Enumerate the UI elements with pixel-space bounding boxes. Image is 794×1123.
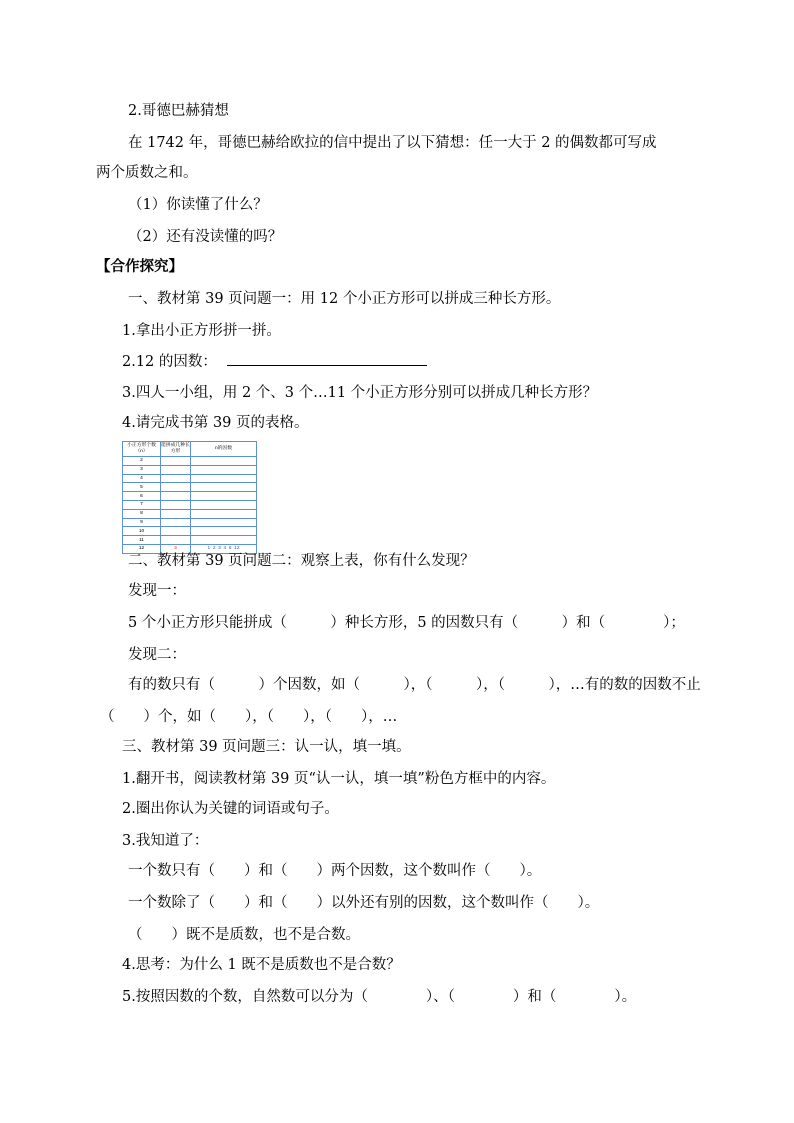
table-cell-n: 7 bbox=[123, 500, 161, 509]
fill-in-line: （ ）个，如（ ），（ ），（ ），… bbox=[100, 709, 398, 725]
table-cell-factors bbox=[191, 536, 257, 545]
step-line: 1.翻开书，阅读教材第 39 页“认一认，填一填”粉色方框中的内容。 bbox=[122, 771, 556, 787]
table-header: 能拼成几种长方形 bbox=[161, 442, 191, 457]
problem-heading: 三、教材第 39 页问题三：认一认，填一填。 bbox=[122, 739, 411, 755]
table-cell-count bbox=[161, 474, 191, 483]
fill-in-line: 一个数只有（ ）和（ ）两个因数，这个数叫作（ ）。 bbox=[128, 863, 542, 879]
fill-in-line: 5 个小正方形只能拼成（ ）种长方形，5 的因数只有（ ）和（ ）； bbox=[128, 615, 685, 631]
table-header: n的因数 bbox=[191, 442, 257, 457]
table-cell-factors bbox=[191, 457, 257, 466]
table-cell-count bbox=[161, 509, 191, 518]
table-row bbox=[123, 465, 257, 474]
table-row bbox=[123, 457, 257, 466]
table-cell-n: 10 bbox=[123, 527, 161, 536]
table-cell-n: 3 bbox=[123, 465, 161, 474]
table-cell-count bbox=[161, 492, 191, 501]
factors-label: 2.12 的因数： bbox=[122, 354, 217, 370]
table-cell-count bbox=[161, 527, 191, 536]
table-row bbox=[123, 509, 257, 518]
finding-label: 发现一： bbox=[128, 583, 186, 599]
table-cell-n: 4 bbox=[123, 474, 161, 483]
table-cell-n: 9 bbox=[123, 518, 161, 527]
step-line: 4.请完成书第 39 页的表格。 bbox=[122, 415, 309, 431]
step-line: 4.思考：为什么 1 既不是质数也不是合数？ bbox=[122, 957, 401, 973]
table-cell-count bbox=[161, 483, 191, 492]
table-header: 小正方形个数（n） bbox=[123, 442, 161, 457]
table-cell-n: 8 bbox=[123, 509, 161, 518]
question-line: （1）你读懂了什么？ bbox=[128, 197, 268, 213]
table-cell-factors bbox=[191, 500, 257, 509]
table-row bbox=[123, 500, 257, 509]
table-cell-count bbox=[161, 457, 191, 466]
paragraph-line: 在 1742 年，哥德巴赫给欧拉的信中提出了以下猜想：任一大于 2 的偶数都可写成 bbox=[128, 135, 657, 151]
table-cell-factors bbox=[191, 509, 257, 518]
step-line: 3.我知道了： bbox=[122, 833, 209, 849]
table-cell-n: 6 bbox=[123, 492, 161, 501]
problem-heading: 一、教材第 39 页问题一：用 12 个小正方形可以拼成三种长方形。 bbox=[128, 291, 561, 307]
table-cell-n: 2 bbox=[123, 457, 161, 466]
table-row bbox=[123, 474, 257, 483]
table-cell-factors bbox=[191, 474, 257, 483]
problem-heading: 二、教材第 39 页问题二：观察上表，你有什么发现？ bbox=[128, 553, 475, 569]
table-row bbox=[123, 492, 257, 501]
fill-in-line: 有的数只有（ ）个因数，如（ ），（ ），（ ），…有的数的因数不止 bbox=[128, 677, 701, 693]
table-row bbox=[123, 483, 257, 492]
table-row bbox=[123, 527, 257, 536]
table-row bbox=[123, 518, 257, 527]
table-cell-factors bbox=[191, 465, 257, 474]
section-heading-cooperation: 【合作探究】 bbox=[96, 259, 183, 275]
table-cell-count bbox=[161, 536, 191, 545]
step-line: 3.四人一小组，用 2 个、3 个…11 个小正方形分别可以拼成几种长方形？ bbox=[122, 385, 598, 401]
section-title-goldbach: 2.哥德巴赫猜想 bbox=[128, 103, 229, 119]
table-cell-n: 12 bbox=[123, 544, 161, 553]
answer-blank[interactable] bbox=[227, 351, 427, 366]
table-cell-count bbox=[161, 465, 191, 474]
table-cell-factors: 1 2 3 4 6 12 bbox=[191, 544, 257, 553]
factor-table-grid bbox=[122, 441, 257, 554]
table-cell-n: 11 bbox=[123, 536, 161, 545]
table-cell-factors bbox=[191, 483, 257, 492]
factors-line bbox=[122, 351, 427, 372]
table-cell-count: 3 bbox=[161, 544, 191, 553]
table-cell-factors bbox=[191, 527, 257, 536]
table-cell-count bbox=[161, 518, 191, 527]
fill-in-line: （ ）既不是质数，也不是合数。 bbox=[128, 927, 360, 943]
finding-label: 发现二： bbox=[128, 647, 186, 663]
fill-in-line: 一个数除了（ ）和（ ）以外还有别的因数，这个数叫作（ ）。 bbox=[128, 895, 600, 911]
factor-table bbox=[122, 441, 256, 552]
table-cell-factors bbox=[191, 518, 257, 527]
table-cell-factors bbox=[191, 492, 257, 501]
step-line: 1.拿出小正方形拼一拼。 bbox=[122, 323, 281, 339]
paragraph-line: 两个质数之和。 bbox=[96, 165, 198, 181]
question-line: （2）还有没读懂的吗？ bbox=[128, 229, 283, 245]
fill-in-line: 5.按照因数的个数，自然数可以分为（ ）、（ ）和（ ）。 bbox=[122, 989, 637, 1005]
table-row bbox=[123, 536, 257, 545]
step-line: 2.圈出你认为关键的词语或句子。 bbox=[122, 801, 339, 817]
table-cell-count bbox=[161, 500, 191, 509]
table-cell-n: 5 bbox=[123, 483, 161, 492]
